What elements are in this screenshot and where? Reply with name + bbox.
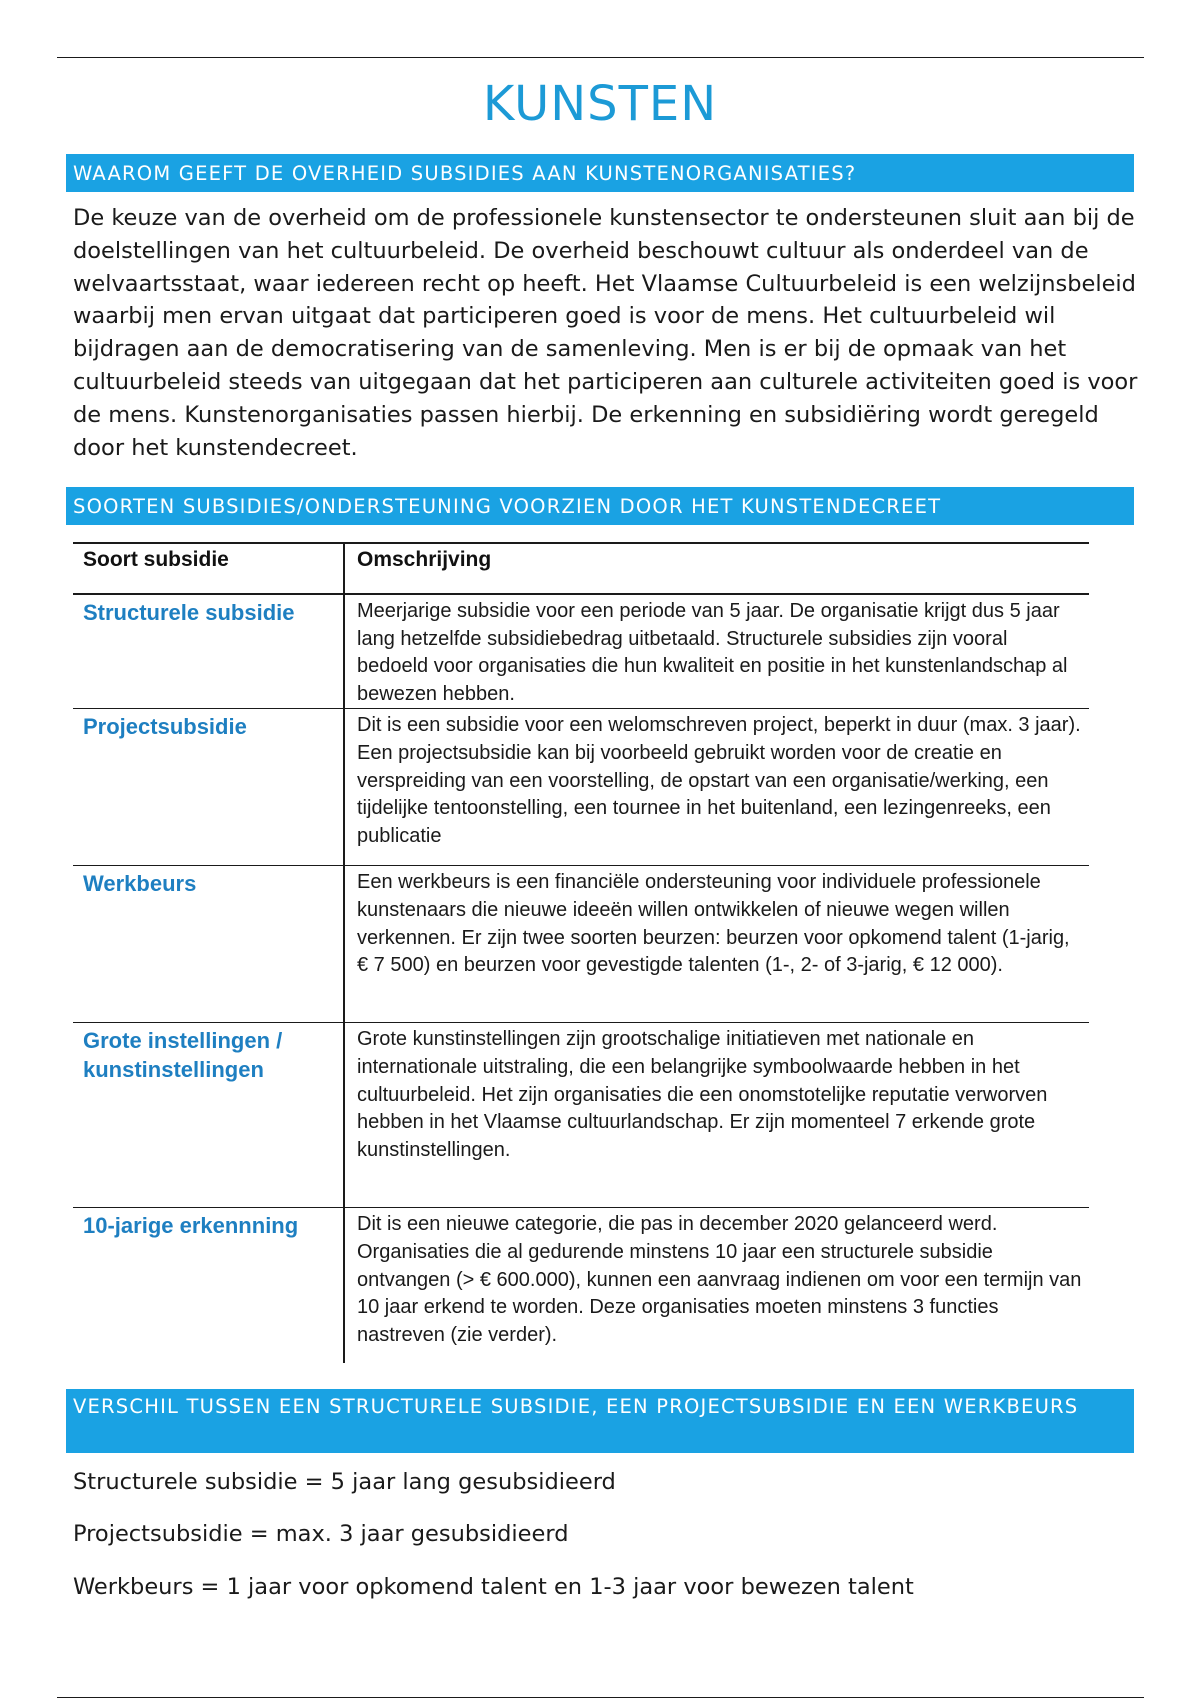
table-header-description: Omschrijving	[344, 543, 1089, 594]
row-description: Grote kunstinstellingen zijn grootschalige initiatieven met nationale en internationale uitstraling, die een belangrijke symboolwaarde hebben in het cultuurbeleid. Het zijn organisaties die een onomstotelijke reputatie verworven hebben in het Vlaamse cultuurlandschap. Er zijn momenteel 7 erkende grote kunstinstellingen.	[344, 1023, 1089, 1208]
table-row	[73, 594, 1089, 709]
row-type: 10-jarige erkennning	[83, 1213, 299, 1239]
row-type: Structurele subsidie	[73, 594, 344, 709]
row-type: Grote instellingen / kunstinstellingen	[73, 1023, 344, 1208]
row-description: Meerjarige subsidie voor een periode van 5 jaar. De organisatie krijgt dus 5 jaar lang hetzelfde subsidiebedrag uitbetaald. Structurele subsidies zijn vooral bedoeld voor organisaties die hun kwaliteit en positie in het kunstenlandschap al bewezen hebben.	[344, 594, 1089, 709]
row-type: Projectsubsidie	[73, 709, 344, 866]
row-description: Een werkbeurs is een financiële ondersteuning voor individuele professionele kunstenaars die nieuwe ideeën willen ontwikkelen of nieuwe wegen willen verkennen. Er zijn twee soorten beurzen: beurzen voor opkomend talent (1-jarig, € 7 500) en beurzen voor gevestigde talenten (1-, 2- of 3-jarig, € 12 000).	[344, 866, 1089, 1023]
section-heading-subsidy-types: SOORTEN SUBSIDIES/ONDERSTEUNING VOORZIEN DOOR HET KUNSTENDECREET	[66, 487, 1134, 525]
intro-paragraph: De keuze van de overheid om de professionele kunstensector te ondersteunen sluit aan bij de doelstellingen van het cultuurbeleid. De overheid beschouwt cultuur als onderdeel van de welvaartsstaat, waar iedereen recht op heeft. Het Vlaamse Cultuurbeleid is een welzijnsbeleid waarbij men ervan uitgaat dat participeren goed is voor de mens. Het cultuurbeleid wil bijdragen aan de democratisering van de samenleving. Men is er bij de opmaak van het cultuurbeleid steeds van uitgegaan dat het participeren aan culturele activiteiten goed is voor de mens. Kunstenorganisaties passen hierbij. De erkenning en subsidiëring wordt geregeld door het kunstendecreet.	[73, 205, 1138, 461]
page-title: KUNSTEN	[482, 76, 718, 132]
table-row	[73, 1023, 1089, 1208]
row-description: Dit is een subsidie voor een welomschreven project, beperkt in duur (max. 3 jaar). Een projectsubsidie kan bij voorbeeld gebruikt worden voor de creatie en verspreiding van een voorstelling, de opstart van een organisatie/werking, een tijdelijke tentoonstelling, een tournee in het buitenland, een lezingenreeks, een publicatie	[344, 709, 1089, 866]
table-header-row	[73, 543, 1089, 594]
table-row	[73, 1208, 1089, 1363]
row-type: Werkbeurs	[73, 866, 344, 1023]
summary-line-project: Projectsubsidie = max. 3 jaar gesubsidieerd	[73, 1521, 569, 1547]
top-rule	[57, 57, 1144, 58]
summary-line-workgrant: Werkbeurs = 1 jaar voor opkomend talent en 1-3 jaar voor bewezen talent	[73, 1574, 914, 1600]
row-description: Dit is een nieuwe categorie, die pas in december 2020 gelanceerd werd. Organisaties die al gedurende minstens 10 jaar een structurele subsidie ontvangen (> € 600.000), kunnen een aanvraag indienen om voor een termijn van 10 jaar erkend te worden. Deze organisaties moeten minstens 3 functies nastreven (zie verder).	[344, 1208, 1089, 1363]
subsidy-table	[73, 542, 1089, 1363]
section-heading-difference: VERSCHIL TUSSEN EEN STRUCTURELE SUBSIDIE, EEN PROJECTSUBSIDIE EN EEN WERKBEURS	[66, 1389, 1134, 1453]
summary-line-structural: Structurele subsidie = 5 jaar lang gesubsidieerd	[73, 1469, 616, 1495]
section-heading-why-subsidies: WAAROM GEEFT DE OVERHEID SUBSIDIES AAN KUNSTENORGANISATIES?	[66, 154, 1134, 192]
table-header-type: Soort subsidie	[73, 543, 344, 594]
table-row	[73, 866, 1089, 1023]
table-row	[73, 709, 1089, 866]
bottom-rule	[57, 1697, 1144, 1698]
